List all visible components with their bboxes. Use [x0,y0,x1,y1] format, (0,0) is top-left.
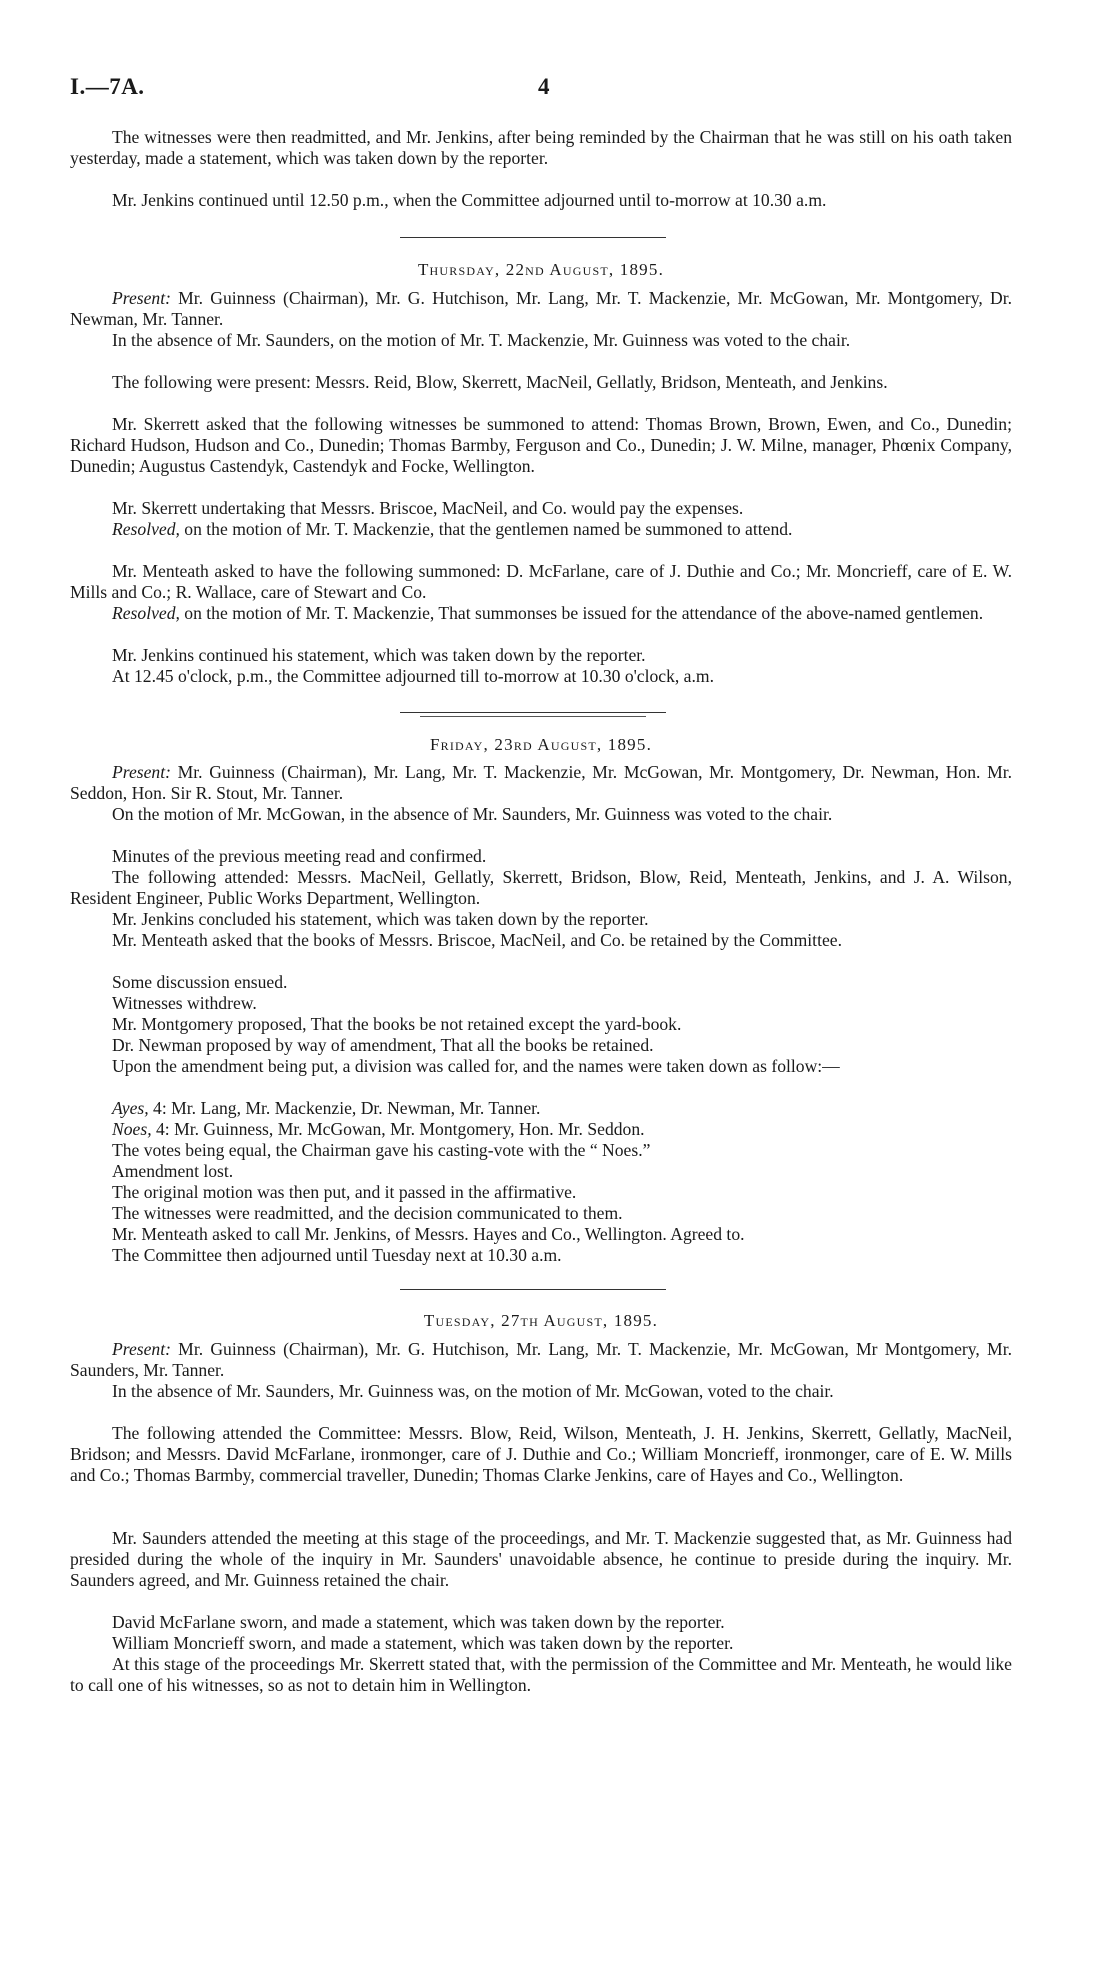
paragraph: The witnesses were then readmitted, and Mr. Jenkins, after being reminded by the Chairman that he was still on his oath taken yesterday, made a statement, which was taken down by the reporter. [70,127,1012,168]
paragraph: The votes being equal, the Chairman gave his casting-vote with the “ Noes.” [112,1140,651,1160]
paragraph: Mr. Menteath asked to call Mr. Jenkins, of Messrs. Hayes and Co., Wellington. Agreed to. [112,1224,745,1244]
section-divider [420,716,646,717]
present-paragraph [70,1339,1012,1381]
paragraph: Mr. Menteath asked to have the following summoned: D. McFarlane, care of J. Duthie and Co.; Mr. Moncrieff, care of E. W. Mills and Co.; R. Wallace, care of Stewart and Co. [70,561,1012,602]
present-members: Mr. Guinness (Chairman), Mr. G. Hutchison, Mr. Lang, Mr. T. Mackenzie, Mr. McGowan, Mr Montgomery, Mr. Saunders, Mr. Tanner. [70,1339,1012,1380]
paragraph: The witnesses were readmitted, and the decision communicated to them. [112,1203,623,1223]
paragraph: Witnesses withdrew. [112,993,257,1013]
section-heading: Friday, 23rd August, 1895. [429,735,653,754]
present-label: Present: [112,288,171,308]
present-members: Mr. Guinness (Chairman), Mr. Lang, Mr. T. Mackenzie, Mr. McGowan, Mr. Montgomery, Dr. Newman, Hon. Mr. Seddon, Hon. Sir R. Stout, Mr. Tanner. [70,762,1012,803]
paragraph: Amendment lost. [112,1161,234,1181]
noes-names: 4: Mr. Guinness, Mr. McGowan, Mr. Montgomery, Hon. Mr. Seddon. [151,1119,645,1139]
paragraph: Mr. Jenkins concluded his statement, which was taken down by the reporter. [112,909,649,929]
ayes-names: 4: Mr. Lang, Mr. Mackenzie, Dr. Newman, Mr. Tanner. [148,1098,541,1118]
division-ayes [70,1098,1012,1119]
paragraph: At 12.45 o'clock, p.m., the Committee adjourned till to-morrow at 10.30 o'clock, a.m. [112,666,714,686]
paragraph: Mr. Saunders attended the meeting at this stage of the proceedings, and Mr. T. Mackenzie suggested that, as Mr. Guinness had presided during the whole of the inquiry in Mr. Saunders' unavoidable absence, he continue to preside during the inquiry. Mr. Saunders agreed, and Mr. Guinness retained the chair. [70,1528,1012,1590]
paragraph: The following were present: Messrs. Reid, Blow, Skerrett, MacNeil, Gellatly, Bridson, Menteath, and Jenkins. [112,372,888,392]
section-heading: Thursday, 22nd August, 1895. [417,260,665,279]
resolution-paragraph [70,603,1012,624]
paragraph: Upon the amendment being put, a division was called for, and the names were taken down as follow:— [112,1056,840,1076]
paragraph: Dr. Newman proposed by way of amendment, That all the books be retained. [112,1035,654,1055]
section-heading: Tuesday, 27th August, 1895. [423,1311,659,1330]
paragraph: Mr. Skerrett undertaking that Messrs. Briscoe, MacNeil, and Co. would pay the expenses. [112,498,744,518]
present-paragraph [70,288,1012,330]
paragraph: In the absence of Mr. Saunders, on the motion of Mr. T. Mackenzie, Mr. Guinness was voted to the chair. [112,330,851,350]
resolved-label: Resolved, [112,603,180,623]
paragraph: Some discussion ensued. [112,972,288,992]
paragraph: Mr. Menteath asked that the books of Messrs. Briscoe, MacNeil, and Co. be retained by the Committee. [112,930,842,950]
paragraph: Mr. Montgomery proposed, That the books be not retained except the yard-book. [112,1014,682,1034]
paragraph: Mr. Jenkins continued his statement, which was taken down by the reporter. [112,645,646,665]
present-label: Present: [112,1339,171,1359]
paragraph: At this stage of the proceedings Mr. Skerrett stated that, with the permission of the Committee and Mr. Menteath, he would like to call one of his witnesses, so as not to detain him in Wellington. [70,1654,1012,1695]
present-label: Present: [112,762,171,782]
noes-label: Noes, [112,1119,152,1139]
paragraph: The following attended: Messrs. MacNeil, Gellatly, Skerrett, Bridson, Blow, Reid, Menteath, Jenkins, and J. A. Wilson, Resident Engineer, Public Works Department, Wellington. [70,867,1012,908]
paragraph: The Committee then adjourned until Tuesday next at 10.30 a.m. [112,1245,562,1265]
paragraph: In the absence of Mr. Saunders, Mr. Guinness was, on the motion of Mr. McGowan, voted to the chair. [112,1381,834,1401]
present-paragraph [70,762,1012,804]
present-members: Mr. Guinness (Chairman), Mr. G. Hutchison, Mr. Lang, Mr. T. Mackenzie, Mr. McGowan, Mr. Montgomery, Dr. Newman, Mr. Tanner. [70,288,1012,329]
page-number: 4 [538,74,550,99]
parliamentary-paper-reference: I.—7A. [70,74,145,99]
paragraph: Minutes of the previous meeting read and confirmed. [112,846,487,866]
paragraph: David McFarlane sworn, and made a statement, which was taken down by the reporter. [112,1612,725,1632]
paragraph: Mr. Skerrett asked that the following witnesses be summoned to attend: Thomas Brown, Brown, Ewen, and Co., Dunedin; Richard Hudson, Hudson and Co., Dunedin; Thomas Barmby, Ferguson and Co., Dunedin; J. W. Milne, manager, Phœnix Company, Dunedin; Augustus Castendyk, Castendyk and Focke, Wellington. [70,414,1012,476]
resolution-text: on the motion of Mr. T. Mackenzie, that the gentlemen named be summoned to attend. [179,519,793,539]
resolved-label: Resolved, [112,519,180,539]
ayes-label: Ayes, [112,1098,149,1118]
section-divider [400,1289,666,1290]
section-divider [400,712,666,713]
paragraph: The original motion was then put, and it passed in the affirmative. [112,1182,577,1202]
paragraph: Mr. Jenkins continued until 12.50 p.m., when the Committee adjourned until to-morrow at 10.30 a.m. [112,190,827,210]
paragraph: The following attended the Committee: Messrs. Blow, Reid, Wilson, Menteath, J. H. Jenkins, Skerrett, Gellatly, MacNeil, Bridson; and Messrs. David McFarlane, ironmonger, care of J. Duthie and Co.; William Moncrieff, ironmonger, care of E. W. Mills and Co.; Thomas Barmby, commercial traveller, Dunedin; Thomas Clarke Jenkins, care of Hayes and Co., Wellington. [70,1423,1012,1485]
division-noes [70,1119,1012,1140]
section-divider [400,237,666,238]
resolution-text: on the motion of Mr. T. Mackenzie, That summonses be issued for the attendance of the above-named gentlemen. [179,603,984,623]
paragraph: William Moncrieff sworn, and made a statement, which was taken down by the reporter. [112,1633,734,1653]
resolution-paragraph [70,519,1012,540]
paragraph: On the motion of Mr. McGowan, in the absence of Mr. Saunders, Mr. Guinness was voted to the chair. [112,804,833,824]
